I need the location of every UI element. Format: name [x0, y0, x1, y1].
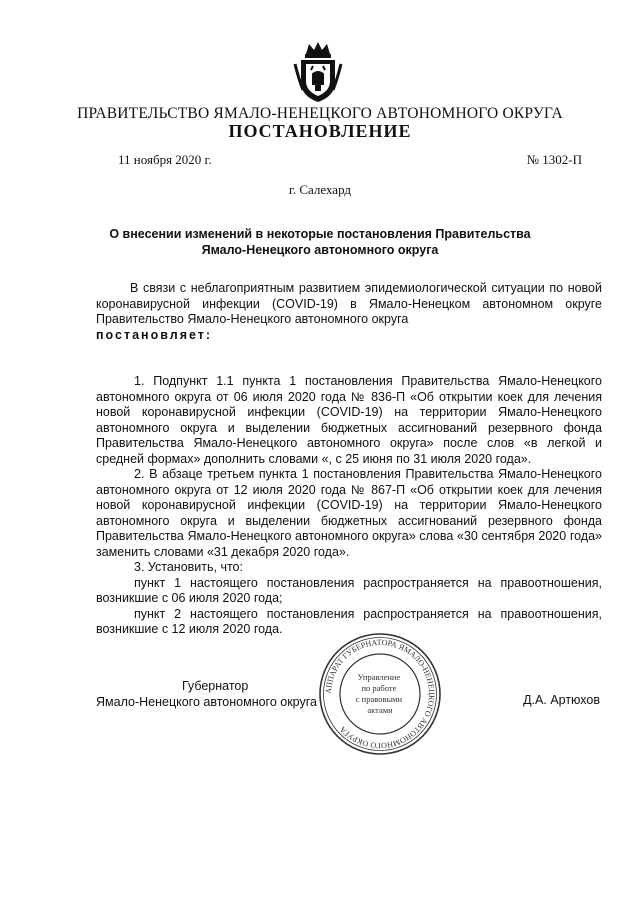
subject-line-1: О внесении изменений в некоторые постановления Правительства [109, 227, 531, 241]
stamp-line-1: Управление [357, 672, 401, 682]
document-number: № 1302-П [526, 152, 582, 167]
stamp-ring-text: АППАРАТ ГУБЕРНАТОРА ЯМАЛО-НЕНЕЦКОГО АВТОНОМНОГО ОКРУГА [323, 637, 437, 751]
signatory-title-line-2: Ямало-Ненецкого автономного округа [96, 695, 317, 709]
intro-text: В связи с неблагоприятным развитием эпидемиологической ситуации по новой коронавирусной инфекции (COVID-19) в Ямало-Ненецком автономном округе Правительство Ямало-Ненецкого автономного округа [96, 281, 602, 326]
government-name: ПРАВИТЕЛЬСТВО ЯМАЛО-НЕНЕЦКОГО АВТОНОМНОГО ОКРУГА [77, 105, 563, 122]
coat-of-arms-icon [293, 40, 343, 106]
resolution-item-3: 3. Установить, что: [134, 560, 243, 574]
stamp-line-3: с правовыми [355, 694, 403, 704]
stamp-line-4: актами [367, 705, 393, 715]
resolution-items [96, 374, 602, 638]
stamp-line-2: по работе [361, 683, 397, 693]
document-date: 11 ноября 2020 г. [118, 152, 212, 167]
resolution-item-1: 1. Подпункт 1.1 пункта 1 постановления Правительства Ямало-Ненецкого автономного округа от 06 июля 2020 года № 836-П «Об открытии коек для лечения новой коронавирусной инфекции (COVID-19) на территории Ямало-Ненецкого автономного округа и выделении бюджетных ассигнований резервного фонда Правительства Ямало-Ненецкого автономного округа» после слов «в легкой и средней формах» дополнить словами «, с 25 июня по 31 июля 2020 года». [96, 374, 602, 466]
document-city: г. Салехард [288, 182, 352, 197]
svg-text:Управление по работе [356, 672, 404, 715]
official-stamp [318, 632, 442, 756]
resolution-item-2: 2. В абзаце третьем пункта 1 постановления Правительства Ямало-Ненецкого автономного округа от 12 июля 2020 года № 867-П «Об открытии коек для лечения новой коронавирусной инфекции (COVID-19) на территории Ямало-Ненецкого автономного округа и выделении бюджетных ассигнований резервного фонда Правительства Ямало-Ненецкого автономного округа» слова «30 сентября 2020 года» заменить словами «31 декабря 2020 года». [96, 467, 602, 559]
signatory-title [96, 678, 326, 710]
intro-paragraph [96, 281, 602, 343]
resolution-item-3a: пункт 1 настоящего постановления распространяется на правоотношения, возникшие с 06 июля 2020 года; [96, 575, 602, 605]
signatory-title-line-1: Губернатор [182, 679, 249, 693]
resolution-item-3b: пункт 2 настоящего постановления распространяется на правоотношения, возникшие с 12 июля 2020 года. [96, 606, 602, 636]
intro-verb: постановляет: [96, 327, 213, 342]
signatory-name: Д.А. Артюхов [523, 693, 600, 707]
subject-line-2: Ямало-Ненецкого автономного округа [201, 243, 439, 257]
document-type-title: ПОСТАНОВЛЕНИЕ [228, 121, 412, 141]
document-subject [80, 226, 560, 258]
